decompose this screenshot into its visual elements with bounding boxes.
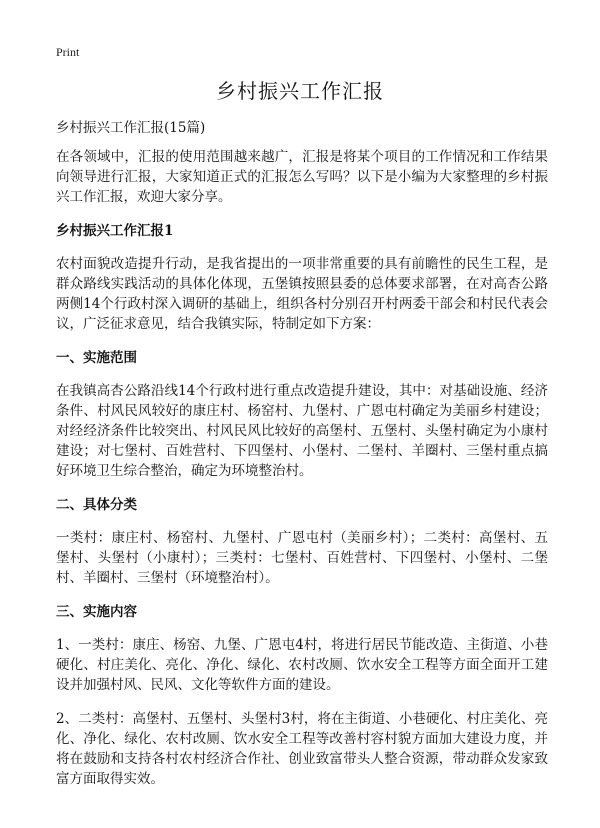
section-3-paragraph-2: 2、二类村：高堡村、五堡村、头堡村3村，将在主街道、小巷硬化、村庄美化、亮化、净化、绿化、农村改厕、饮水安全工程等改善村容村貌方面加大建设力度，并将在鼓励和支持各村农村经济合作社、创业致富带头人整合资源，带动群众发家致富方面取得实效。 [56, 711, 548, 787]
report-1-heading: 乡村振兴工作汇报1 [56, 223, 174, 239]
article-subtitle: 乡村振兴工作汇报(15篇) [56, 120, 206, 136]
intro-paragraph: 在各领域中，汇报的使用范围越来越广，汇报是将某个项目的工作情况和工作结果向领导进行汇报，大家知道正式的汇报怎么写吗？以下是小编为大家整理的乡村振兴工作汇报，欢迎大家分享。 [56, 149, 548, 205]
print-link[interactable]: Print [56, 45, 80, 59]
section-3-heading: 三、实施内容 [56, 604, 137, 620]
section-1-paragraph: 在我镇高杏公路沿线14个行政村进行重点改造提升建设，其中：对基础设施、经济条件、村风民风较好的康庄村、杨窑村、九堡村、广恩屯村确定为美丽乡村建设；对经经济条件比较突出、村风民风比较好的高堡村、五堡村、头堡村确定为小康村建设；对七堡村、百姓营村、下四堡村、小堡村、二堡村、羊圈村、三堡村重点搞好环境卫生综合整治，确定为环境整治村。 [56, 383, 548, 479]
article-body [56, 118, 548, 803]
section-1-heading: 一、实施范围 [56, 350, 137, 366]
section-2-paragraph: 一类村：康庄村、杨窑村、九堡村、广恩屯村（美丽乡村）；二类村：高堡村、五堡村、头堡村（小康村）；三类村：七堡村、百姓营村、下四堡村、小堡村、二堡村、羊圈村、三堡村（环境整治村）。 [56, 530, 548, 586]
report-1-paragraph: 农村面貌改造提升行动，是我省提出的一项非常重要的具有前瞻性的民生工程，是群众路线实践活动的具体化体现，五堡镇按照县委的总体要求部署，在对高杏公路两侧14个行政村深入调研的基础上，组织各村分别召开村两委干部会和村民代表会议，广泛征求意见，结合我镇实际，特制定如下方案： [56, 256, 548, 332]
section-2-heading: 二、具体分类 [56, 497, 137, 513]
section-3-paragraph-1: 1、一类村：康庄、杨窑、九堡、广恩屯4村，将进行居民节能改造、主街道、小巷硬化、村庄美化、亮化、净化、绿化、农村改厕、饮水安全工程等方面全面开工建设并加强村风、民风、文化等软件方面的建设。 [56, 637, 548, 693]
page-title: 乡村振兴工作汇报 [216, 79, 384, 103]
